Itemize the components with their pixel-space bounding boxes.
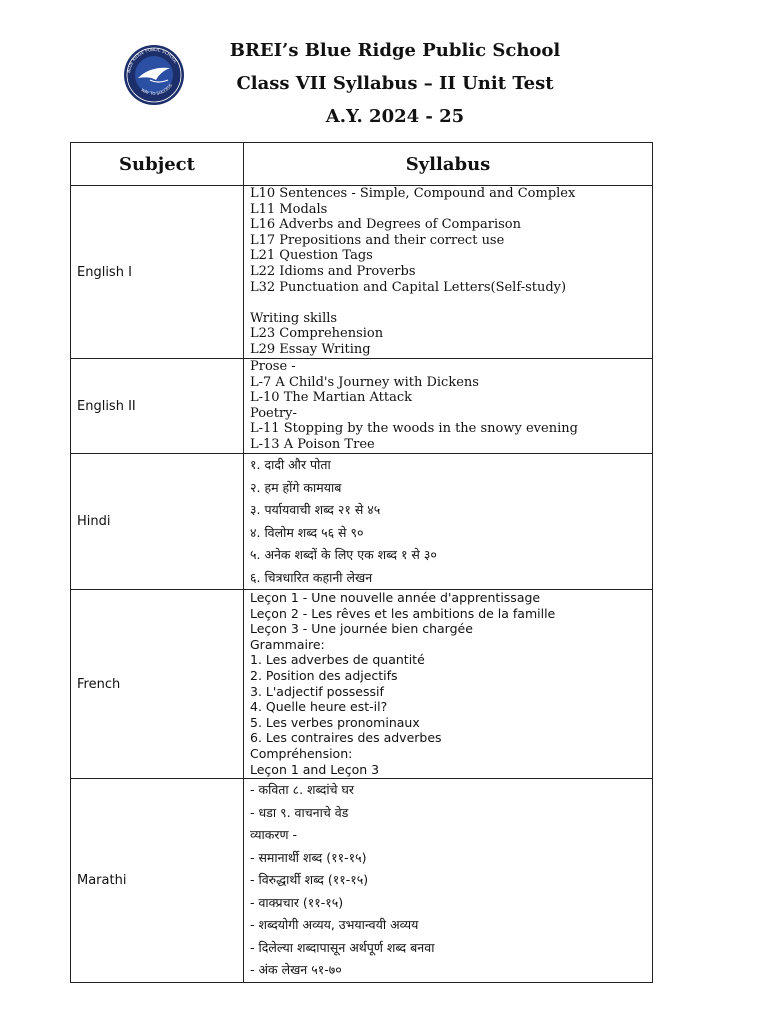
table-row (71, 590, 653, 779)
document-title: Class VII Syllabus – II Unit Test (236, 73, 554, 94)
syllabus-line: L29 Essay Writing (250, 341, 371, 357)
syllabus-line: Leçon 1 - Une nouvelle année d'apprentissage (250, 590, 541, 605)
syllabus-line: Compréhension: (250, 745, 353, 761)
syllabus-line: 3. L'adjectif possessif (250, 683, 384, 699)
syllabus-line: व्याकरण - (250, 827, 297, 842)
syllabus-line: L22 Idioms and Proverbs (250, 263, 416, 279)
syllabus-line: १. दादी और पोता (250, 457, 331, 472)
syllabus-line: - कविता ८. शब्दांचे घर (250, 782, 355, 797)
table-header-row (71, 143, 653, 186)
syllabus-line: - वाक्प्रचार (११-१५) (250, 894, 344, 910)
subject-cell: French (71, 590, 244, 779)
logo-text-bottom: WAY TO SUCCESS (140, 82, 174, 96)
syllabus-line: 4. Quelle heure est-il? (250, 699, 388, 715)
syllabus-line: 6. Les contraires des adverbes (250, 730, 442, 746)
subject-cell: English I (71, 186, 244, 359)
subject-cell: English II (71, 359, 244, 454)
syllabus-line: Poetry- (250, 405, 297, 421)
syllabus-table (70, 142, 653, 983)
syllabus-line (250, 295, 648, 311)
syllabus-line: Prose - (250, 359, 296, 374)
syllabus-line: ४. विलोम शब्द ५६ से ९० (250, 524, 364, 540)
syllabus-line: ५. अनेक शब्दों के लिए एक शब्द १ से ३० (250, 547, 437, 562)
syllabus-line: Leçon 2 - Les rêves et les ambitions de la famille (250, 605, 556, 621)
syllabus-line: L-13 A Poison Tree (250, 436, 375, 452)
syllabus-cell (244, 590, 653, 779)
syllabus-line: ३. पर्यायवाची शब्द २१ से ४५ (250, 502, 381, 517)
syllabus-line: - शब्दयोगी अव्यय, उभयान्वयी अव्यय (250, 917, 419, 932)
syllabus-line: ६. चित्रधारित कहानी लेखन (250, 569, 373, 585)
school-name: BREI’s Blue Ridge Public School (229, 40, 561, 61)
subject-cell: Hindi (71, 454, 244, 590)
syllabus-line: Leçon 3 - Une journée bien chargée (250, 621, 473, 637)
syllabus-line: Writing skills (250, 310, 338, 326)
syllabus-cell (244, 359, 653, 454)
document-header (160, 36, 630, 135)
syllabus-line: Grammaire: (250, 636, 325, 652)
syllabus-line: L-10 The Martian Attack (250, 390, 412, 406)
syllabus-cell (244, 454, 653, 590)
syllabus-line: - समानार्थी शब्द (११-१५) (250, 849, 367, 865)
syllabus-line: - धडा ९. वाचनाचे वेड (250, 804, 349, 820)
syllabus-line: L17 Prepositions and their correct use (250, 232, 505, 248)
table-row (71, 454, 653, 590)
syllabus-line: 1. Les adverbes de quantité (250, 652, 425, 668)
syllabus-cell (244, 186, 653, 359)
subject-column-header: Subject (71, 143, 244, 186)
syllabus-line: 5. Les verbes pronominaux (250, 714, 420, 730)
syllabus-line: L21 Question Tags (250, 248, 373, 264)
logo-text-top: BLUE RIDGE PUBLIC SCHOOL (126, 46, 179, 74)
syllabus-line: L-7 A Child's Journey with Dickens (250, 374, 479, 390)
syllabus-line: L32 Punctuation and Capital Letters(Self-study) (250, 279, 567, 295)
syllabus-line: Leçon 1 and Leçon 3 (250, 761, 380, 777)
syllabus-line: L10 Sentences - Simple, Compound and Complex (250, 186, 576, 201)
syllabus-line: - दिलेल्या शब्दापासून अर्थपूर्ण शब्द बनवा (250, 939, 435, 955)
syllabus-column-header: Syllabus (244, 143, 653, 186)
syllabus-line: L-11 Stopping by the woods in the snowy evening (250, 421, 578, 437)
table-row (71, 359, 653, 454)
syllabus-line: - विरुद्धार्थी शब्द (११-१५) (250, 872, 369, 887)
academic-year: A.Y. 2024 - 25 (325, 106, 465, 127)
table-row (71, 186, 653, 359)
table-row (71, 779, 653, 983)
syllabus-line: - अंक लेखन ५१-७० (250, 962, 342, 977)
syllabus-line: २. हम होंगे कामयाब (250, 479, 342, 495)
subject-cell: Marathi (71, 779, 244, 983)
syllabus-line: L23 Comprehension (250, 326, 384, 342)
syllabus-cell (244, 779, 653, 983)
syllabus-line: L11 Modals (250, 201, 328, 217)
syllabus-line: L16 Adverbs and Degrees of Comparison (250, 217, 522, 233)
syllabus-line: 2. Position des adjectifs (250, 667, 398, 683)
